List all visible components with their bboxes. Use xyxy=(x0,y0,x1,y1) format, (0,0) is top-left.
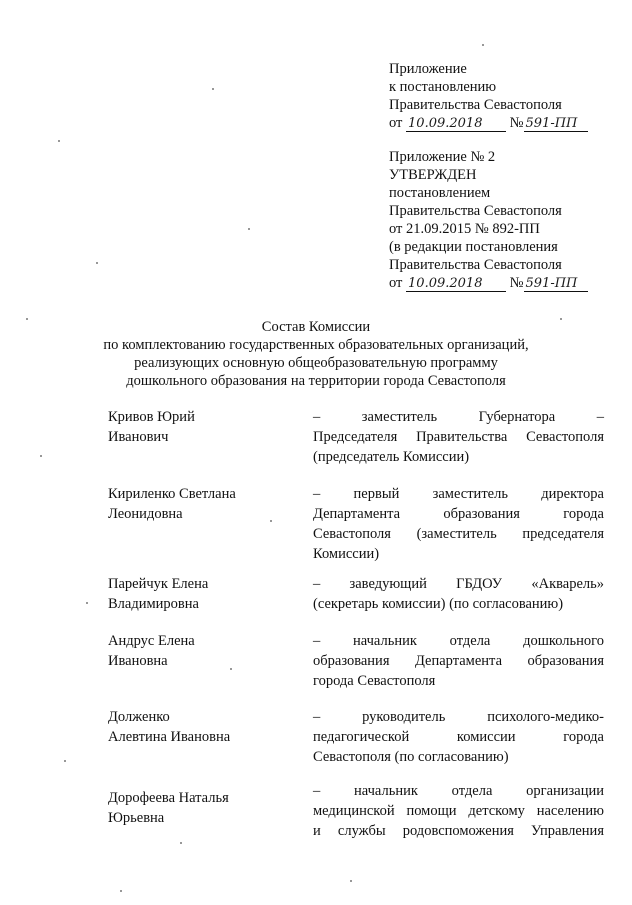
member-patronymic: Леонидовна xyxy=(108,506,183,522)
date-prefix: от xyxy=(389,275,403,291)
member-patronymic: Иванович xyxy=(108,429,169,445)
title-line: реализующих основную общеобразовательную программу xyxy=(134,355,498,371)
approval-line: от 21.09.2015 № 892-ПП xyxy=(389,221,540,237)
role-line: Департамента образования города xyxy=(313,506,604,522)
member-name xyxy=(108,788,298,828)
header-line: Правительства Севастополя xyxy=(389,97,562,113)
role-line: города Севастополя xyxy=(313,673,436,689)
role-line: (председатель Комиссии) xyxy=(313,449,470,465)
member-role xyxy=(313,484,604,564)
title-line: Состав Комиссии xyxy=(261,319,371,335)
member-surname: Кривов Юрий xyxy=(108,409,195,425)
member-patronymic: Ивановна xyxy=(108,653,168,669)
member-role xyxy=(313,781,604,841)
header-line: Приложение xyxy=(389,61,467,77)
member-patronymic: Владимировна xyxy=(108,596,199,612)
number-prefix: № xyxy=(509,115,524,131)
role-line: Комиссии) xyxy=(313,546,380,562)
member-role xyxy=(313,574,604,614)
handwritten-number: 591-ПП xyxy=(524,277,588,292)
approval-line: Приложение № 2 xyxy=(389,149,496,165)
member-role xyxy=(313,407,604,467)
member-surname: Парейчук Елена xyxy=(108,576,209,592)
role-line: Председателя Правительства Севастополя xyxy=(313,429,604,445)
member-name xyxy=(108,707,298,747)
role-line: Севастополя (заместитель председателя xyxy=(313,526,604,542)
member-surname: Андрус Елена xyxy=(108,633,195,649)
title-line: дошкольного образования на территории города Севастополя xyxy=(126,373,506,389)
handwritten-date: 10.09.2018 xyxy=(406,117,506,132)
approval-line: (в редакции постановления xyxy=(389,239,558,255)
role-line: Севастополя (по согласованию) xyxy=(313,749,509,765)
header-line: к постановлению xyxy=(389,79,497,95)
role-line: и службы родовспоможения Управления xyxy=(313,823,604,839)
role-line: – заведующий ГБДОУ «Акварель» xyxy=(313,576,604,592)
member-role xyxy=(313,631,604,691)
role-line: педагогической комиссии города xyxy=(313,729,604,745)
approval-line: постановлением xyxy=(389,185,491,201)
handwritten-number: 591-ПП xyxy=(524,117,588,132)
member-surname: Долженко xyxy=(108,709,170,725)
approval-line: Правительства Севастополя xyxy=(389,203,562,219)
member-name xyxy=(108,631,298,671)
title-line: по комплектованию государственных образовательных организаций, xyxy=(103,337,529,353)
role-line: – начальник отдела дошкольного xyxy=(313,633,604,649)
approval-line: УТВЕРЖДЕН xyxy=(389,167,477,183)
member-role xyxy=(313,707,604,767)
member-surname: Дорофеева Наталья xyxy=(108,790,229,806)
role-line: – руководитель психолого-медико- xyxy=(313,709,604,725)
approval-date-line xyxy=(389,274,588,292)
member-surname: Кириленко Светлана xyxy=(108,486,236,502)
role-line: (секретарь комиссии) (по согласованию) xyxy=(313,596,564,612)
member-name xyxy=(108,574,298,614)
role-line: образования Департамента образования xyxy=(313,653,604,669)
member-patronymic: Алевтина Ивановна xyxy=(108,729,231,745)
role-line: – первый заместитель директора xyxy=(313,486,604,502)
number-prefix: № xyxy=(509,275,524,291)
member-name xyxy=(108,484,298,524)
header-date-line xyxy=(389,114,588,132)
date-prefix: от xyxy=(389,115,403,131)
approval-line: Правительства Севастополя xyxy=(389,257,562,273)
handwritten-date: 10.09.2018 xyxy=(406,277,506,292)
role-line: медицинской помощи детскому населению xyxy=(313,803,604,819)
member-name xyxy=(108,407,298,447)
role-line: – заместитель Губернатора – xyxy=(313,409,604,425)
member-patronymic: Юрьевна xyxy=(108,810,165,826)
role-line: – начальник отдела организации xyxy=(313,783,604,799)
